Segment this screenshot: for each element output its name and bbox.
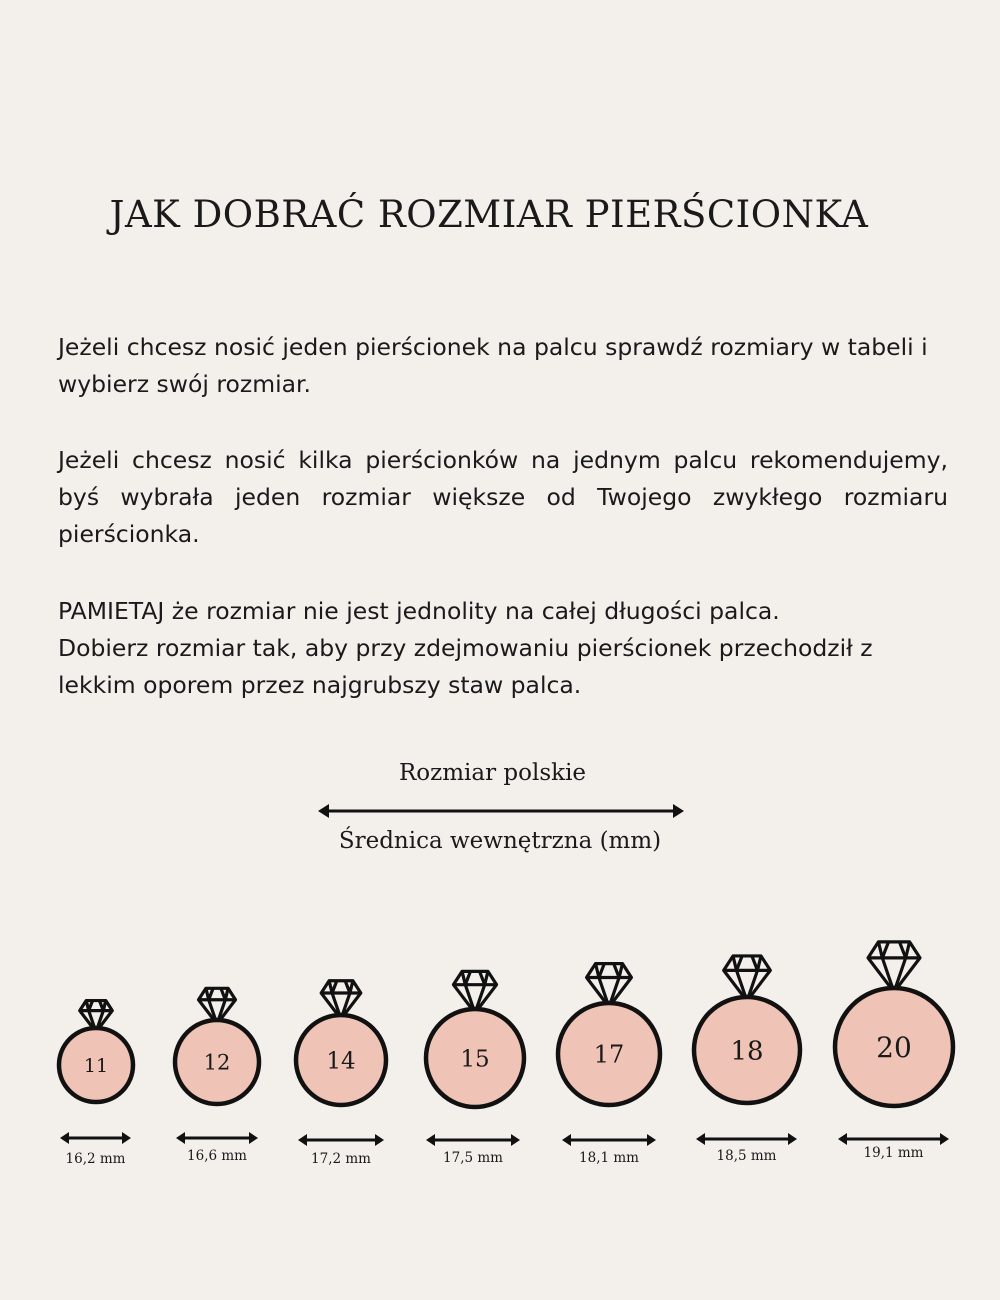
- ring-diameter-label: 19,1 mm: [863, 1145, 924, 1161]
- ring-size-label: 20: [876, 1031, 912, 1065]
- ring-size-17: [558, 964, 660, 1166]
- ring-size-label: 14: [326, 1048, 356, 1075]
- legend-diameter-label: Średnica wewnętrzna (mm): [338, 828, 662, 854]
- diameter-arrow-icon: [60, 1132, 131, 1144]
- ring-size-11: [59, 1001, 133, 1167]
- ring-size-20: [835, 942, 953, 1161]
- ring-diameter-label: 18,1 mm: [579, 1150, 639, 1166]
- paragraph-remember: [58, 593, 948, 704]
- ring-size-18: [694, 956, 800, 1164]
- diameter-arrow-icon: [426, 1134, 520, 1146]
- ring-diameter-label: 17,2 mm: [311, 1151, 371, 1167]
- ring-size-chart: [0, 930, 1000, 1180]
- diamond-icon: [587, 964, 632, 1007]
- diameter-arrow-icon: [298, 1134, 384, 1146]
- ring-size-label: 18: [730, 1036, 764, 1067]
- ring-size-14: [296, 981, 386, 1167]
- diameter-arrow-icon: [562, 1134, 656, 1146]
- diamond-icon: [724, 956, 771, 1001]
- remember-line-1: PAMIETAJ że rozmiar nie jest jednolity na całej długości palca.: [58, 597, 780, 625]
- ring-size-label: 11: [83, 1054, 109, 1077]
- page-title: JAK DOBRAĆ ROZMIAR PIERŚCIONKA: [109, 193, 869, 236]
- remember-line-2: Dobierz rozmiar tak, aby przy zdejmowaniu pierścionek przechodził z lekkim oporem przez najgrubszy staw palca.: [58, 634, 873, 699]
- ring-diameter-label: 17,5 mm: [443, 1150, 503, 1166]
- legend-size-label: Rozmiar polskie: [398, 760, 587, 786]
- ring-size-12: [175, 988, 259, 1164]
- ring-size-label: 12: [203, 1050, 231, 1075]
- ring-size-label: 17: [593, 1040, 625, 1069]
- legend-double-arrow-icon: [318, 800, 684, 822]
- ring-diameter-label: 16,2 mm: [65, 1151, 126, 1167]
- diameter-arrow-icon: [696, 1133, 797, 1145]
- ring-size-label: 15: [460, 1046, 490, 1073]
- ring-diameter-label: 18,5 mm: [716, 1148, 777, 1164]
- paragraph-multiple-rings: Jeżeli chcesz nosić kilka pierścionków na jednym palcu rekomendujemy, byś wybrała jeden rozmiar większe od Twojego zwykłego rozmiaru pierścionka.: [58, 446, 948, 548]
- diameter-arrow-icon: [838, 1133, 949, 1145]
- ring-diameter-label: 16,6 mm: [187, 1148, 247, 1164]
- diameter-arrow-icon: [176, 1132, 258, 1144]
- ring-size-15: [426, 971, 524, 1166]
- paragraph-single-ring: Jeżeli chcesz nosić jeden pierścionek na palcu sprawdź rozmiary w tabeli i wybierz swój rozmiar.: [58, 333, 928, 398]
- diamond-icon: [868, 942, 920, 992]
